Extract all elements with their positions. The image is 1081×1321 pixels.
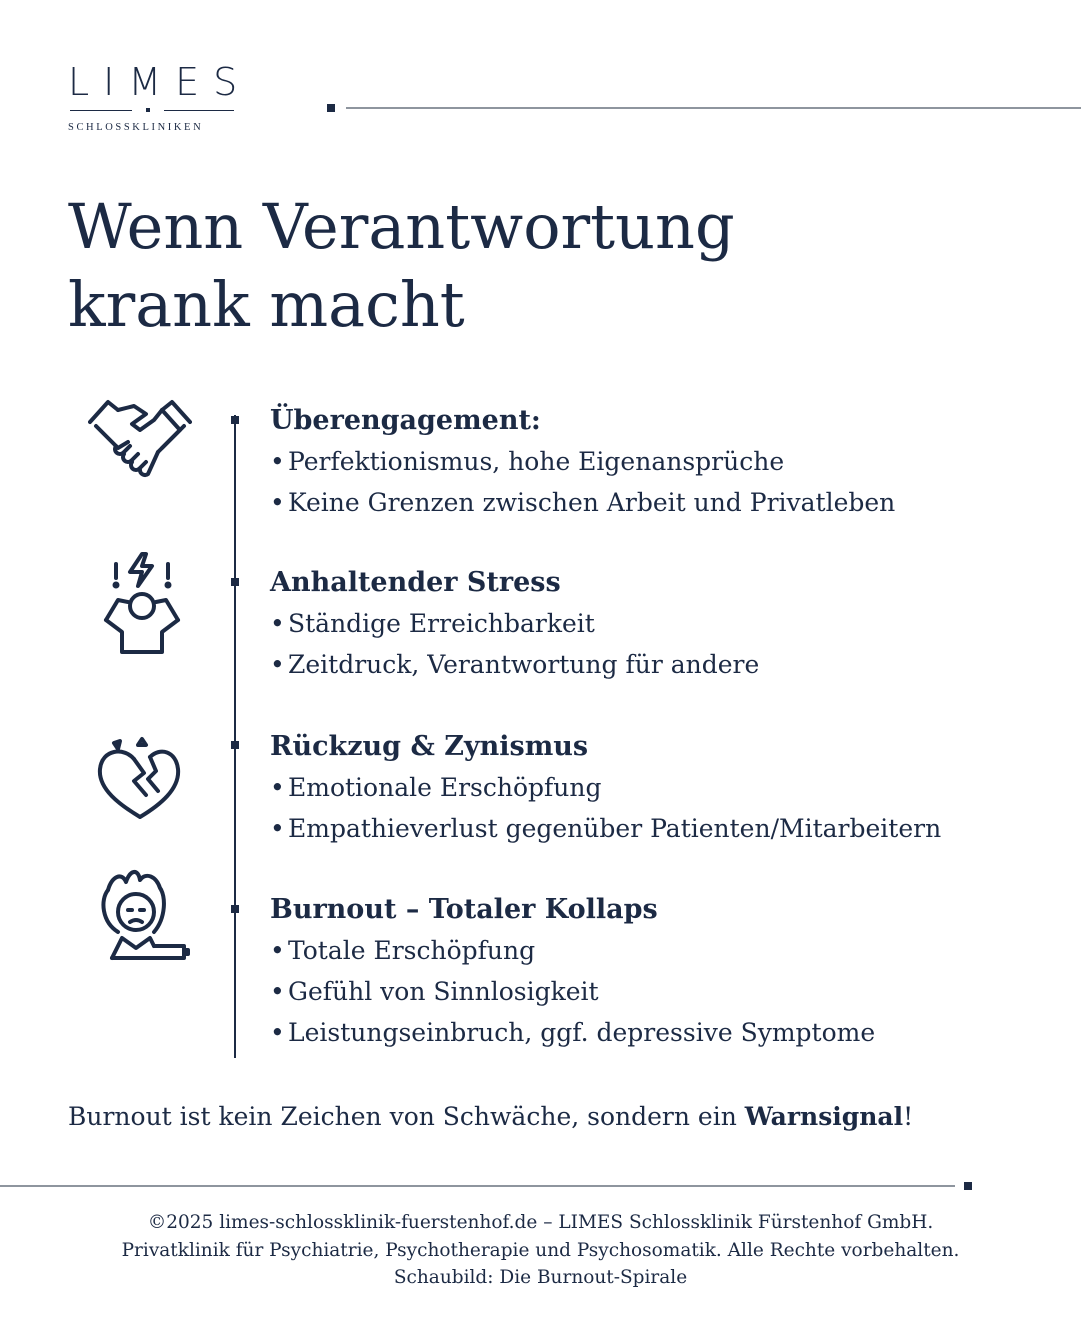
footer-caption: Schaubild: Die Burnout-Spirale: [393, 1267, 688, 1288]
closing-text: Burnout ist kein Zeichen von Schwäche, sondern ein: [68, 1102, 745, 1131]
header-divider: [346, 107, 1081, 109]
list-item: [270, 441, 1060, 482]
bullet-text: Emotionale Erschöpfung: [288, 773, 602, 802]
bullet-text: Leistungseinbruch, ggf. depressive Symptome: [288, 1018, 876, 1047]
bullet-text: Ständige Erreichbarkeit: [288, 609, 595, 638]
closing-end: !: [903, 1102, 914, 1131]
stressed-person-icon: [88, 550, 192, 654]
bullet-dot: •: [270, 488, 285, 517]
logo-rule-left: [70, 110, 132, 111]
section-burnout-kollaps: [270, 889, 1060, 1053]
footer-clinic-info: Privatklinik für Psychiatrie, Psychotherapie und Psychosomatik. Alle Rechte vorbehalten.: [121, 1239, 960, 1261]
logo-dot: [146, 108, 150, 112]
closing-emphasis: Warnsignal: [744, 1102, 904, 1131]
logo-rule-right: [164, 110, 234, 111]
logo-wordmark: LIMES: [68, 60, 252, 104]
section-ueberengagement: [270, 400, 1060, 523]
list-item: [270, 482, 1060, 523]
section-heading: Burnout – Totaler Kollaps: [270, 894, 658, 925]
bullet-dot: •: [270, 977, 285, 1006]
section-anhaltender-stress: [270, 562, 1060, 685]
limes-logo: [68, 60, 252, 140]
footer-divider: [0, 1185, 955, 1187]
footer: [40, 1209, 1041, 1292]
section-heading: Rückzug & Zynismus: [270, 731, 589, 762]
burnout-person-empty-battery-icon: [88, 866, 192, 970]
bullet-dot: •: [270, 447, 285, 476]
list-item: [270, 603, 1060, 644]
timeline-marker-4: [231, 905, 239, 913]
list-item: [270, 808, 1060, 849]
bullet-dot: •: [270, 773, 285, 802]
timeline-line: [234, 415, 236, 1058]
section-heading: Überengagement:: [270, 405, 541, 436]
bullet-dot: •: [270, 814, 285, 843]
bullet-dot: •: [270, 936, 285, 965]
broken-heart-icon: [88, 725, 192, 829]
header-square-marker: [327, 104, 335, 112]
title-line-1: Wenn Verantwortung: [68, 190, 735, 263]
closing-statement: [68, 1096, 1028, 1138]
timeline-marker-3: [231, 741, 239, 749]
section-rueckzug-zynismus: [270, 726, 1060, 849]
page-title: [68, 188, 828, 344]
logo-subline: SCHLOSSKLINIKEN: [68, 122, 204, 133]
bullet-text: Zeitdruck, Verantwortung für andere: [288, 650, 760, 679]
list-item: [270, 930, 1060, 971]
footer-copyright: ©2025 limes-schlossklinik-fuerstenhof.de – LIMES Schlossklinik Fürstenhof GmbH.: [147, 1212, 934, 1233]
list-item: [270, 971, 1060, 1012]
bullet-dot: •: [270, 609, 285, 638]
timeline-marker-2: [231, 578, 239, 586]
footer-square-marker: [964, 1182, 972, 1190]
list-item: [270, 644, 1060, 685]
bullet-text: Perfektionismus, hohe Eigenansprüche: [288, 447, 785, 476]
bullet-text: Keine Grenzen zwischen Arbeit und Privatleben: [288, 488, 896, 517]
bullet-dot: •: [270, 1018, 285, 1047]
timeline-marker-1: [231, 416, 239, 424]
bullet-text: Gefühl von Sinnlosigkeit: [288, 977, 599, 1006]
bullet-text: Empathieverlust gegenüber Patienten/Mitarbeitern: [288, 814, 942, 843]
bullet-text: Totale Erschöpfung: [288, 936, 536, 965]
list-item: [270, 1012, 1060, 1053]
section-heading: Anhaltender Stress: [270, 567, 561, 598]
handshake-icon: [88, 390, 192, 494]
list-item: [270, 767, 1060, 808]
bullet-dot: •: [270, 650, 285, 679]
title-line-2: krank macht: [68, 268, 465, 341]
